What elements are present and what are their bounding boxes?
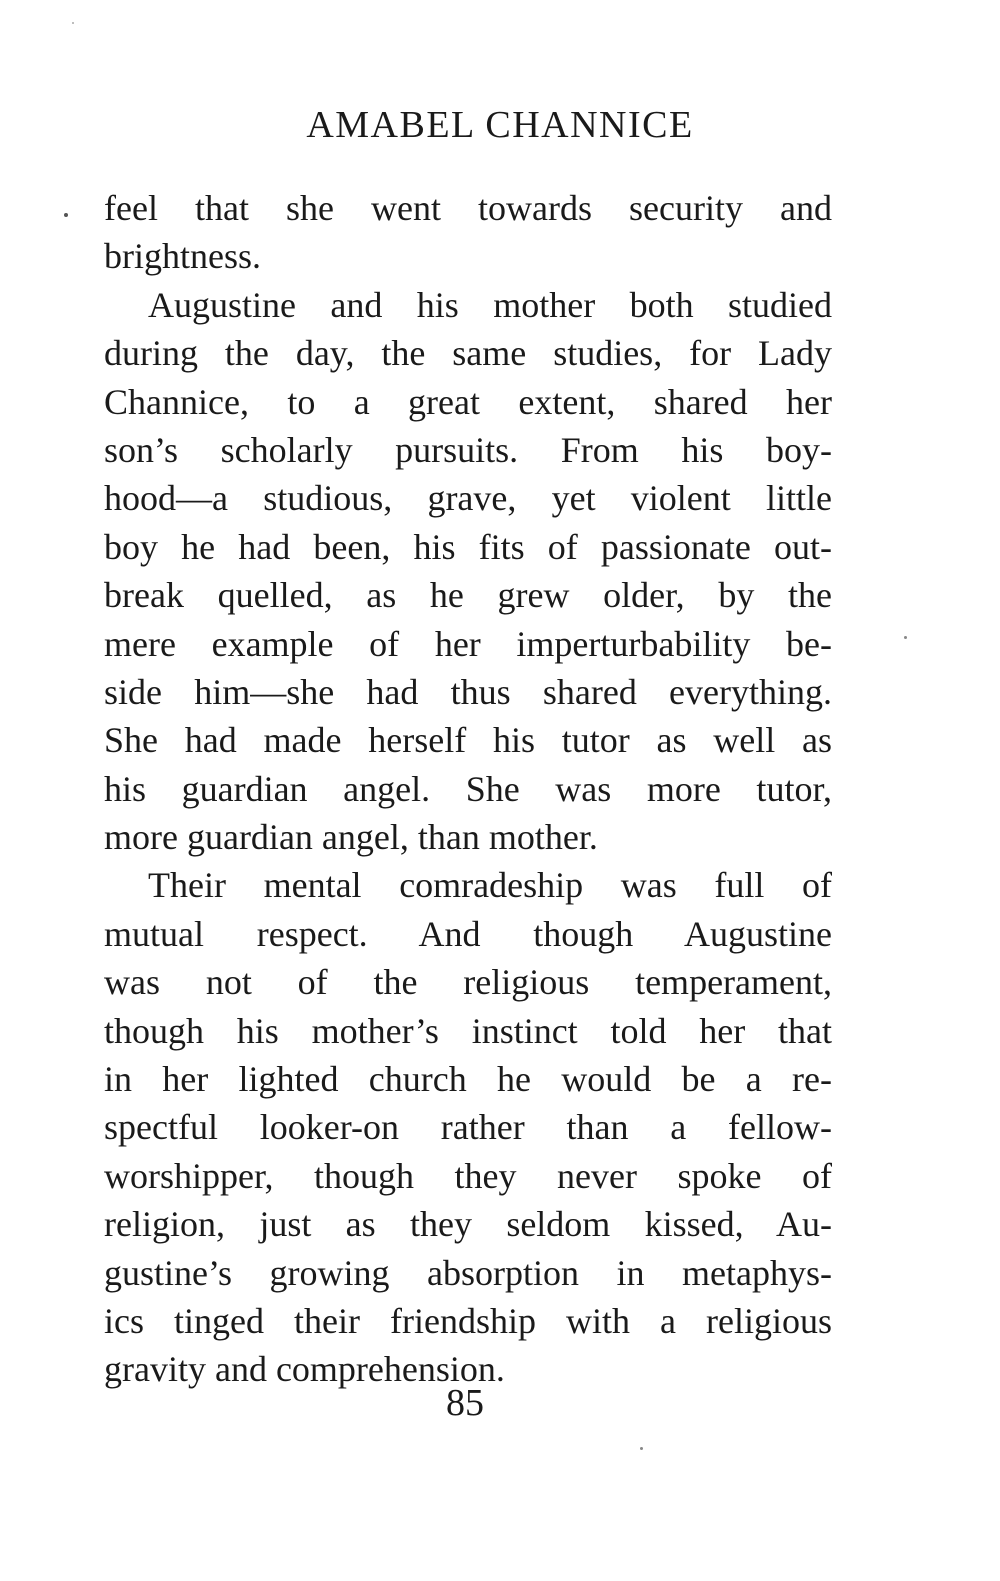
text-line: boy he had been, his fits of passionate out- — [104, 526, 832, 567]
text-line: mere example of her imperturbability be- — [104, 623, 832, 664]
text-line: his guardian angel. She was more tutor, — [104, 768, 832, 809]
text-line: gustine’s growing absorption in metaphys- — [104, 1252, 832, 1293]
running-head: AMABEL CHANNICE — [306, 104, 694, 146]
text-line: break quelled, as he grew older, by the — [104, 575, 832, 616]
paragraph — [104, 861, 832, 1393]
text-line: hood—a studious, grave, yet violent little — [104, 478, 832, 519]
text-line: worshipper, though they never spoke of — [104, 1155, 832, 1196]
scan-speck — [640, 1447, 643, 1450]
text-line: side him—she had thus shared everything. — [104, 671, 832, 712]
paragraph — [104, 281, 832, 862]
scan-speck — [904, 636, 907, 639]
text-line: was not of the religious temperament, — [104, 962, 832, 1003]
text-line: son’s scholarly pursuits. From his boy- — [104, 429, 832, 470]
text-line: gravity and comprehension. — [104, 1349, 505, 1390]
text-line: more guardian angel, than mother. — [104, 817, 598, 858]
text-line: mutual respect. And though Augustine — [104, 913, 832, 954]
text-line: in her lighted church he would be a re- — [104, 1059, 832, 1100]
text-line: though his mother’s instinct told her that — [104, 1010, 832, 1051]
paragraph — [104, 184, 832, 281]
text-line: ics tinged their friendship with a religious — [104, 1300, 832, 1341]
text-line: during the day, the same studies, for Lady — [104, 333, 832, 374]
scan-speck — [72, 22, 74, 24]
page-number: 85 — [446, 1382, 484, 1424]
text-line: spectful looker-on rather than a fellow- — [104, 1107, 832, 1148]
body-text — [104, 184, 832, 1394]
text-line: religion, just as they seldom kissed, Au- — [104, 1204, 832, 1245]
text-line: She had made herself his tutor as well as — [104, 720, 832, 761]
text-line: Augustine and his mother both studied — [148, 284, 832, 325]
text-line: Channice, to a great extent, shared her — [104, 381, 832, 422]
text-line: Their mental comradeship was full of — [148, 865, 832, 906]
text-line: brightness. — [104, 236, 261, 277]
text-line: feel that she went towards security and — [104, 188, 832, 228]
scan-speck — [64, 213, 68, 217]
